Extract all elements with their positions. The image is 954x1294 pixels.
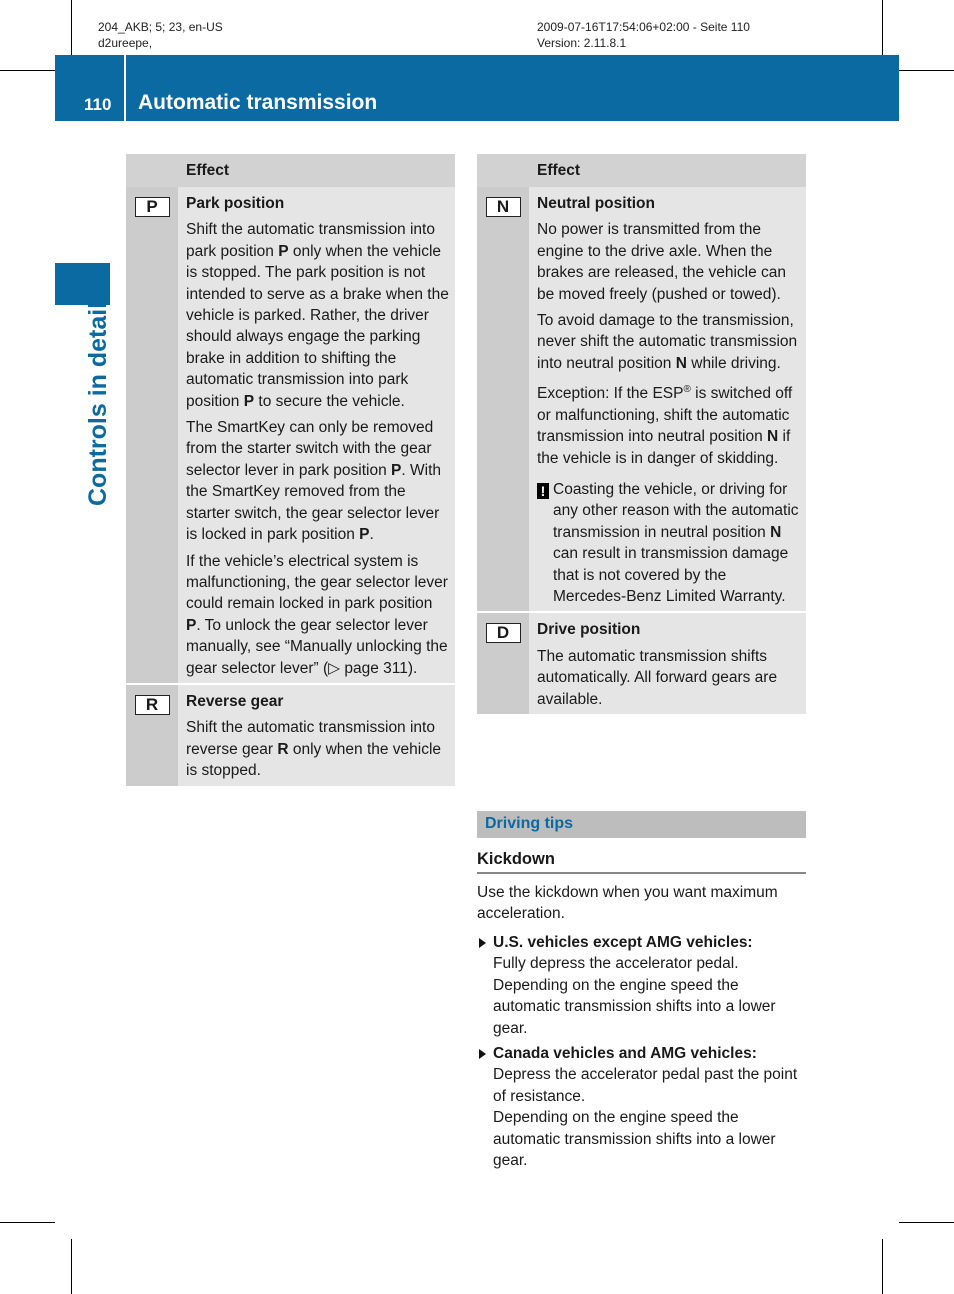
row-title-neutral: Neutral position xyxy=(537,195,655,212)
text-run: Shift the automatic transmission into park position xyxy=(186,221,435,260)
step-text: Fully depress the accelerator pedal. Depending on the engine speed the automatic transmission shifts into a lower gear. xyxy=(493,955,776,1037)
step-text: Depress the accelerator pedal past the point of resistance. xyxy=(493,1066,798,1105)
text-run: The SmartKey can only be removed from the starter switch with the gear selector lever in park position xyxy=(186,419,434,479)
gear-key-cell xyxy=(126,683,178,786)
meta-left-line1: 204_AKB; 5; 23, en-US xyxy=(98,20,223,34)
print-meta-right xyxy=(537,19,750,51)
gear-key-p: P xyxy=(135,197,170,217)
step-arrow-icon xyxy=(479,938,486,948)
warning-icon: ! xyxy=(537,483,549,499)
text-run: Shift the automatic transmission into reverse gear xyxy=(186,719,435,758)
step-title: Canada vehicles and AMG vehicles: xyxy=(493,1045,757,1062)
crop-mark xyxy=(899,1222,954,1223)
crop-mark xyxy=(882,1239,883,1294)
step-title: U.S. vehicles except AMG vehicles: xyxy=(493,934,753,951)
header-divider xyxy=(124,55,126,121)
crop-mark xyxy=(71,0,72,55)
gear-ref: P xyxy=(186,616,197,634)
gear-ref: P xyxy=(243,392,255,410)
park-paragraph-1 xyxy=(186,219,449,412)
row-title-park: Park position xyxy=(186,195,285,212)
park-paragraph-3 xyxy=(186,551,449,679)
crop-mark xyxy=(71,1239,72,1294)
section-title: Driving tips xyxy=(485,815,574,832)
gear-ref: N xyxy=(675,354,687,372)
crop-mark xyxy=(0,1222,55,1223)
gear-desc-cell xyxy=(529,187,806,611)
gear-key-d: D xyxy=(486,623,521,643)
section-header-driving-tips xyxy=(477,811,806,838)
row-title-drive: Drive position xyxy=(537,621,641,639)
side-tab-label: Controls in detail xyxy=(84,301,112,506)
gear-key-cell xyxy=(126,187,178,683)
page-number: 110 xyxy=(84,95,112,114)
drive-paragraph-1: The automatic transmission shifts automatically. All forward gears are available. xyxy=(537,647,778,708)
page-ref-arrow-icon: ▷ xyxy=(328,659,341,677)
row-title-reverse: Reverse gear xyxy=(186,692,284,710)
gear-desc-cell xyxy=(529,611,806,714)
neutral-paragraph-2 xyxy=(537,310,800,374)
crop-mark xyxy=(0,70,55,71)
side-tab-marker xyxy=(55,263,110,305)
subheading-kickdown: Kickdown xyxy=(477,850,806,874)
neutral-paragraph-3 xyxy=(537,379,800,469)
text-run: . xyxy=(369,526,374,544)
gear-ref: N xyxy=(770,523,782,541)
gear-key-cell xyxy=(477,611,529,714)
table-row-reverse xyxy=(126,683,455,786)
warning-note xyxy=(537,479,800,607)
gear-key-cell xyxy=(477,187,529,611)
gear-desc-cell xyxy=(178,683,455,786)
text-run: . To unlock the gear selector lever manually, see “Manually unlocking the gear selector lever” ( xyxy=(186,616,448,677)
crop-mark xyxy=(882,0,883,55)
gear-ref: R xyxy=(277,740,289,758)
meta-left-line2: d2ureepe, xyxy=(98,36,153,50)
table-row-park xyxy=(126,187,455,683)
gear-ref: N xyxy=(767,428,779,446)
kickdown-intro: Use the kickdown when you want maximum acceleration. xyxy=(477,884,778,923)
registered-mark: ® xyxy=(683,384,691,396)
gear-ref: P xyxy=(391,461,402,479)
gear-key-r: R xyxy=(135,695,170,715)
step-text: Depending on the engine speed the automatic transmission shifts into a lower gear. xyxy=(493,1109,776,1170)
step-arrow-icon xyxy=(479,1049,486,1059)
effect-column-header: Effect xyxy=(529,154,806,187)
effect-column-header: Effect xyxy=(178,154,455,187)
park-paragraph-2 xyxy=(186,417,449,545)
gear-ref: P xyxy=(278,242,289,260)
text-run: To avoid damage to the transmission, never shift the automatic transmission into neutral position xyxy=(537,312,798,372)
gear-ref: P xyxy=(359,526,370,544)
text-run: If the vehicle’s electrical system is malfunctioning, the gear selector lever could remain locked in park position xyxy=(186,552,448,613)
text-run: . With the SmartKey removed from the starter switch, the gear selector lever is locked in park position xyxy=(186,461,442,544)
key-column-header xyxy=(477,154,529,187)
print-meta-left xyxy=(98,19,223,51)
neutral-paragraph-1: No power is transmitted from the engine to the drive axle. When the brakes are released, the vehicle can be moved freely (pushed or towed). xyxy=(537,221,787,303)
page-title: Automatic transmission xyxy=(138,91,378,114)
text-run: is switched off or malfunctioning, shift the automatic transmission into neutral position xyxy=(537,385,793,446)
key-column-header xyxy=(126,154,178,187)
reverse-paragraph-1 xyxy=(186,717,449,781)
table-row-neutral xyxy=(477,187,806,611)
text-run: to secure the vehicle. xyxy=(254,392,405,410)
text-run: can result in transmission damage that is not covered by the Mercedes-Benz Limited Warranty. xyxy=(553,545,789,606)
text-run: while driving. xyxy=(686,354,781,372)
crop-mark xyxy=(899,70,954,71)
text-run: Coasting the vehicle, or driving for any other reason with the automatic transmission in neutral position xyxy=(553,481,799,541)
text-run: only when the vehicle is stopped. xyxy=(186,740,442,780)
table-row-drive xyxy=(477,611,806,714)
page-ref-link[interactable]: page 311). xyxy=(340,659,418,677)
gear-table-left xyxy=(126,154,455,786)
text-run: only when the vehicle is stopped. The park position is not intended to serve as a brake when the vehicle is parked. Rather, the driver should always engage the parking brake in addition to shifting the automatic transmission into park position xyxy=(186,242,449,410)
instruction-step xyxy=(477,932,806,1039)
gear-key-n: N xyxy=(486,197,521,217)
instruction-step xyxy=(477,1043,806,1171)
text-run: Exception: If the ESP xyxy=(537,385,684,403)
text-run: if the vehicle is in danger of skidding. xyxy=(537,428,791,467)
gear-table-right xyxy=(477,154,806,714)
gear-desc-cell xyxy=(178,187,455,683)
meta-right-line1: 2009-07-16T17:54:06+02:00 - Seite 110 xyxy=(537,20,750,34)
meta-right-line2: Version: 2.11.8.1 xyxy=(537,36,627,50)
